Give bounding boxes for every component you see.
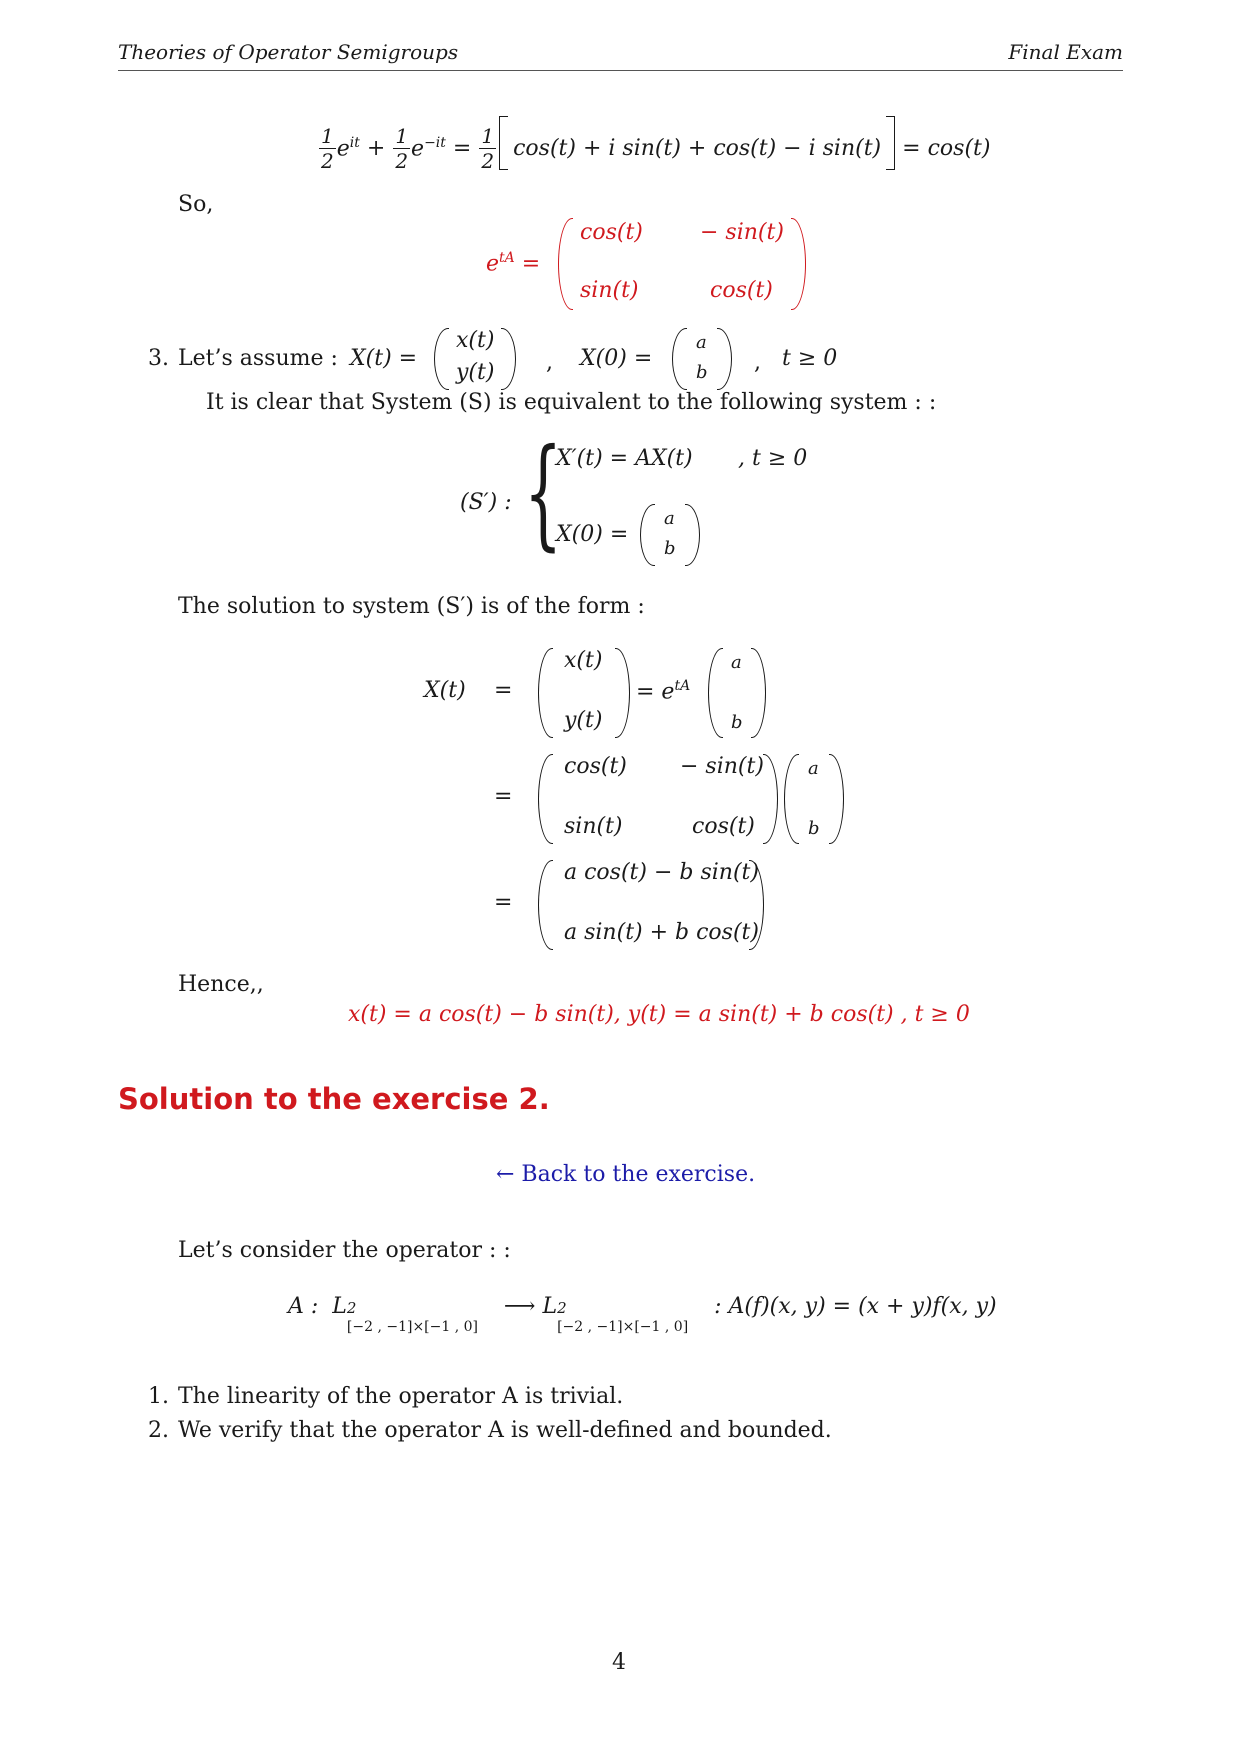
left-brace: { [524,424,563,563]
ab-vector: a b [672,328,732,390]
matrix-cell: sin(t) [580,278,639,303]
etA-matrix [558,218,806,310]
X0-label: X(0) = [580,346,653,371]
result-column: a cos(t) − b sin(t) a sin(t) + b cos(t) [538,860,764,950]
ab-column: a b [708,648,766,738]
t-condition: t ≥ 0 [782,346,838,371]
back-to-exercise-link[interactable]: ← Back to the exercise. [496,1162,756,1187]
system-eq1: X′(t) = AX(t) [556,446,693,471]
list-item-number: 1. [148,1384,169,1409]
running-header-exam: Final Exam [1008,40,1123,64]
xy-column: x(t) y(t) [538,648,630,738]
derivation-lhs: X(t) [424,678,466,703]
comma: , [546,350,553,375]
rotation-matrix: cos(t) − sin(t) sin(t) cos(t) [538,754,778,844]
equals-sign: = [494,678,513,703]
X-of-t: X(t) = [350,346,418,371]
system-ab-vector: a b [640,504,700,566]
xy-vector: x(t) y(t) [434,328,516,390]
system-cond: , t ≥ 0 [738,446,808,471]
etA-lhs: $e^{tA}$ = [486,250,541,277]
ab-column: a b [784,754,844,844]
equals-sign: = [494,784,513,809]
running-header-title: Theories of Operator Semigroups [118,40,459,64]
matrix-cell: cos(t) [710,278,773,303]
square-bracket-group: cos(t) + i sin(t) + cos(t) − i sin(t) [499,136,895,161]
so-label: So, [178,192,214,217]
operator-definition: A : L 2 [−2 , −1]×[−1 , 0] ⟶ L 2 [−2 , −1]×[−1 , 0] : A(f)(x, y) = (x + y)f(x, y) [288,1294,997,1335]
system-eq2: X(0) = [556,522,629,547]
hence-label: Hence,, [178,972,264,997]
fraction-half: $\frac{1}{2}$ [481,123,495,173]
fraction-half: $\frac{1}{2}$ [395,123,409,173]
solution-intro: The solution to system (S′) is of the form : [178,594,645,619]
equals-sign: = [494,890,513,915]
consider-operator-text: Let’s consider the operator : : [178,1238,511,1263]
section-heading: Solution to the exercise 2. [118,1082,550,1116]
header-rule [118,70,1123,71]
equivalence-statement: It is clear that System (S) is equivalent to the following system : : [206,390,937,415]
system-label: (S′) : [460,490,512,515]
list-item-text: The linearity of the operator A is trivial. [178,1384,624,1409]
item-3-number: 3. [148,346,169,371]
euler-identity: $\frac{1}{2}$ $e^{it}$ + $\frac{1}{2}$ $e^{-it}$ = $\frac{1}{2}$ cos(t) + i sin(t) + cos(t) − i sin(t) = cos(t) [318,118,990,178]
item-3-text: Let’s assume : [178,346,338,371]
page-number: 4 [612,1650,626,1675]
matrix-cell: − sin(t) [700,220,784,245]
fraction-half: $\frac{1}{2}$ [321,123,334,173]
etA-factor: = $e^{tA}$ [636,678,691,705]
final-solution: x(t) = a cos(t) − b sin(t), y(t) = a sin(t) + b cos(t) , t ≥ 0 [348,1002,970,1027]
matrix-cell: cos(t) [580,220,643,245]
list-item-number: 2. [148,1418,169,1443]
comma: , [754,350,761,375]
list-item-text: We verify that the operator A is well-defined and bounded. [178,1418,832,1443]
